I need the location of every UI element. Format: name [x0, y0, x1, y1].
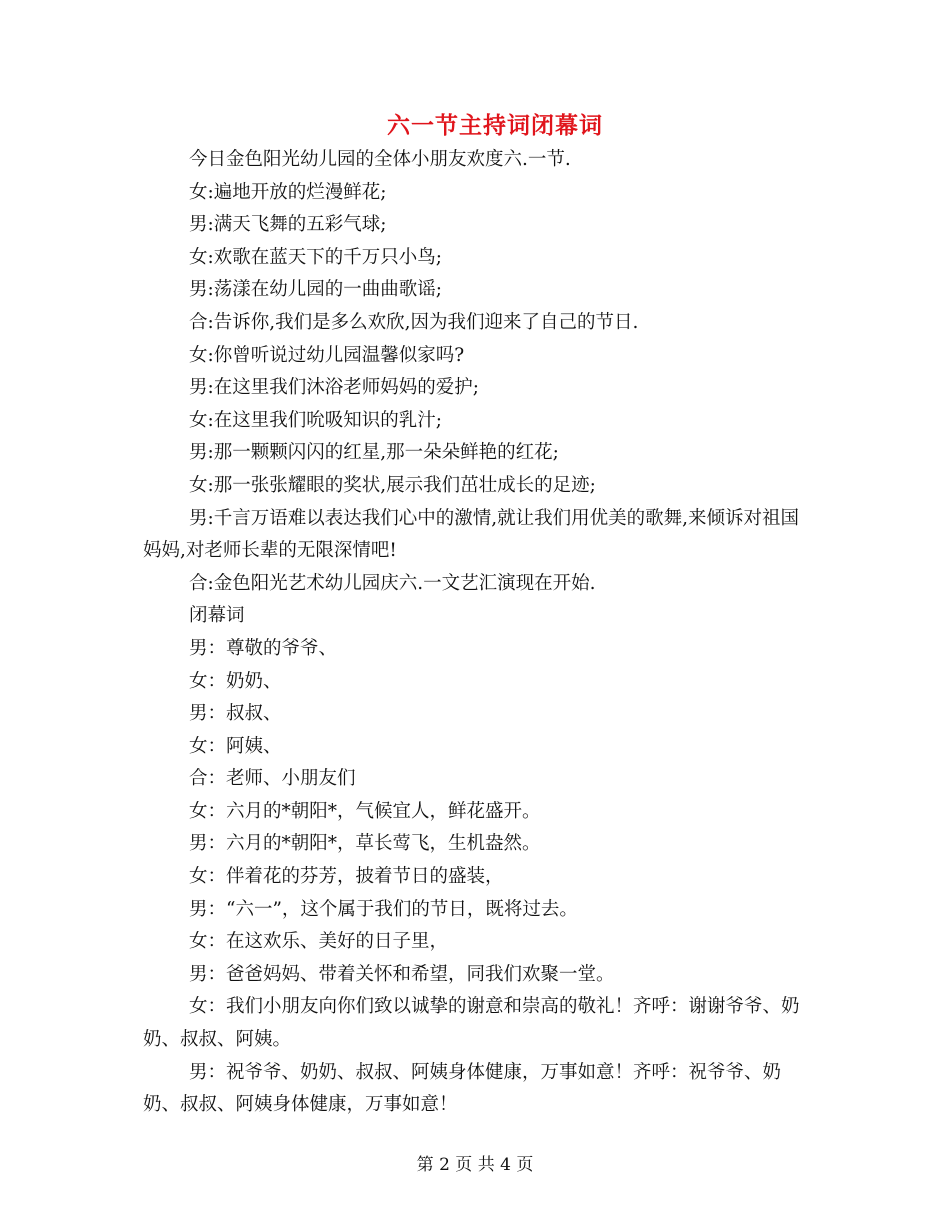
section-heading: 闭幕词	[189, 605, 245, 627]
paragraph: 男:在这里我们沐浴老师妈妈的爱护;	[189, 377, 479, 399]
paragraph: 男:满天飞舞的五彩气球;	[189, 214, 387, 236]
paragraph: 女：在这欢乐、美好的日子里，	[189, 931, 449, 953]
paragraph: 女：奶奶、	[189, 670, 282, 692]
paragraph: 男:千言万语难以表达我们心中的激情,就让我们用优美的歌舞,来倾诉对祖国妈妈,对老师长辈的无限深情吧!	[143, 507, 799, 562]
page-number-footer: 第 2 页 共 4 页	[416, 1155, 534, 1175]
paragraph: 男:荡漾在幼儿园的一曲曲歌谣;	[189, 279, 442, 301]
paragraph: 女:欢歌在蓝天下的千万只小鸟;	[189, 246, 442, 268]
paragraph: 男：爸爸妈妈、带着关怀和希望，同我们欢聚一堂。	[189, 963, 615, 985]
paragraph: 合:告诉你,我们是多么欢欣,因为我们迎来了自己的节日.	[189, 311, 639, 333]
paragraph: 女:你曾听说过幼儿园温馨似家吗?	[189, 344, 465, 366]
paragraph: 女:那一张张耀眼的奖状,展示我们茁壮成长的足迹;	[189, 474, 596, 496]
paragraph: 男：祝爷爷、奶奶、叔叔、阿姨身体健康，万事如意！齐呼：祝爷爷、奶奶、叔叔、阿姨身体健康，万事如意！	[143, 1061, 782, 1116]
paragraph: 男:那一颗颗闪闪的红星,那一朵朵鲜艳的红花;	[189, 442, 559, 464]
document-body	[143, 144, 808, 1122]
paragraph: 女:遍地开放的烂漫鲜花;	[189, 181, 387, 203]
paragraph: 男：叔叔、	[189, 703, 282, 725]
paragraph: 女：伴着花的芬芳，披着节日的盛装，	[189, 866, 504, 888]
paragraph: 男：尊敬的爷爷、	[189, 637, 338, 659]
paragraph: 女：阿姨、	[189, 735, 282, 757]
paragraph: 女:在这里我们吮吸知识的乳汁;	[189, 409, 442, 431]
paragraph: 女：我们小朋友向你们致以诚挚的谢意和崇高的敬礼！齐呼：谢谢爷爷、奶奶、叔叔、阿姨。	[143, 996, 800, 1051]
paragraph: 合：老师、小朋友们	[189, 768, 356, 790]
paragraph: 女：六月的*朝阳*，气候宜人，鲜花盛开。	[189, 800, 541, 822]
paragraph: 今日金色阳光幼儿园的全体小朋友欢度六.一节.	[189, 149, 571, 170]
document-title: 六一节主持词闭幕词	[387, 113, 603, 139]
paragraph: 男：六月的*朝阳*，草长莺飞，生机盎然。	[189, 833, 541, 855]
paragraph: 男：“六一”，这个属于我们的节日，既将过去。	[189, 898, 578, 920]
paragraph: 合:金色阳光艺术幼儿园庆六.一文艺汇演现在开始.	[189, 572, 596, 594]
